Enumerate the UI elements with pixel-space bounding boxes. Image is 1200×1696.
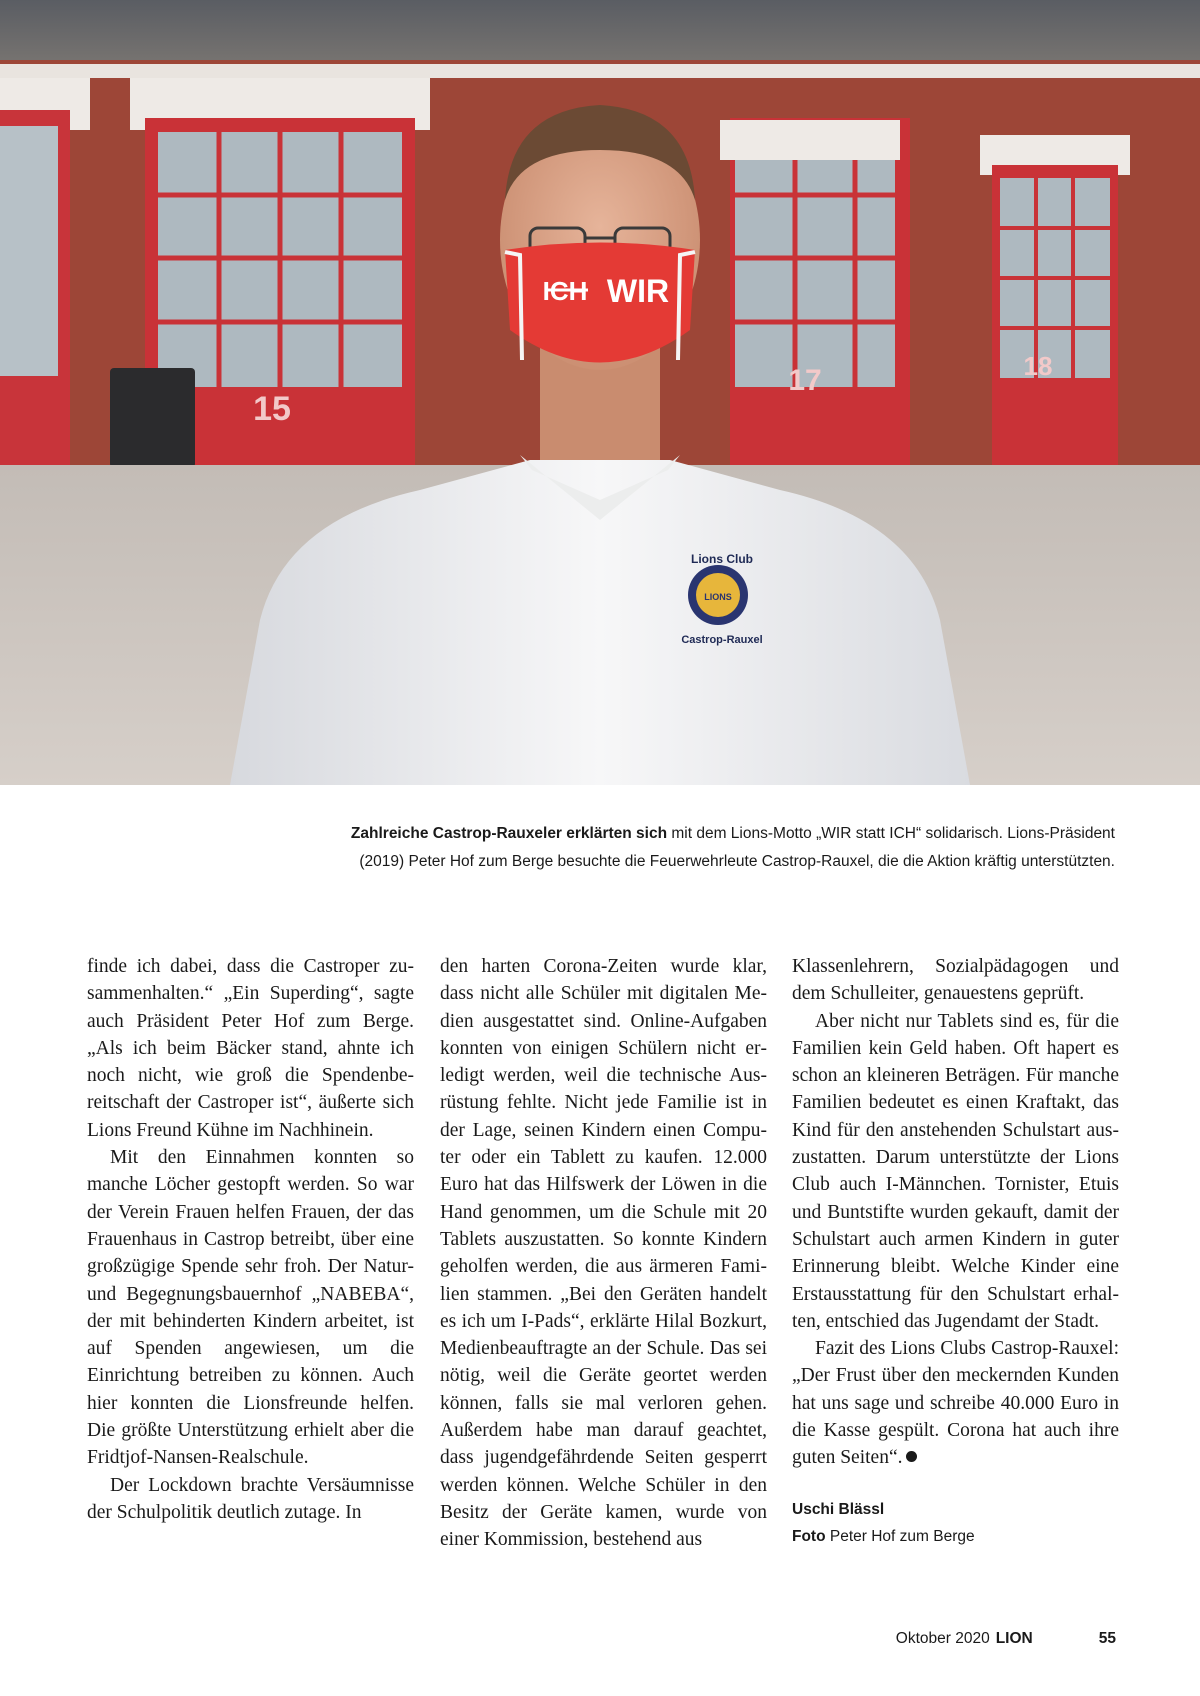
svg-text:LIONS: LIONS — [704, 592, 732, 602]
paragraph: Klassenlehrern, Sozialpädagogen und dem Schulleiter, genauestens geprüft. — [792, 956, 1119, 1005]
caption-line-1-rest: mit dem Lions-Motto „WIR statt ICH“ solidarisch. Lions-Präsident — [667, 825, 1115, 842]
article-column-1 — [87, 953, 414, 1526]
photo-caption — [150, 820, 1115, 876]
article-column-2 — [440, 953, 767, 1554]
paragraph: Aber nicht nur Tablets sind es, für die Familien kein Geld haben. Oft hapert es schon an kleineren Beträgen. Für manche Familien bedeutet es einen Kraftakt, das Kind für den anstehenden Schulstart auszustatten. Darum unterstützte der Lions Club auch I-Männchen. Tornister, Etuis und Buntstifte wurden gekauft, damit der Schulstart auch armen Kindern in guter Erinnerung bleibt. Welche Kinder eine Erstausstattung für den Schulstart erhalten, entschied das Jugendamt der Stadt. — [792, 1010, 1119, 1332]
svg-text:18: 18 — [1023, 351, 1053, 381]
paragraph-final — [792, 1335, 1119, 1471]
hero-photo — [0, 0, 1200, 785]
photo-credit: Peter Hof zum Berge — [825, 1527, 975, 1545]
end-mark-icon — [906, 1451, 917, 1462]
author-name: Uschi Blässl — [792, 1500, 885, 1518]
byline — [792, 1496, 1119, 1550]
article-column-3 — [792, 953, 1119, 1550]
caption-lead: Zahlreiche Castrop-Rauxeler erklärten sich — [350, 825, 668, 842]
photo-credit-label: Foto — [792, 1527, 826, 1545]
paragraph: Mit den Einnahmen konnten so manche Löcher gestopft werden. So war der Verein Frauen helfen Frauen, der das Frauenhaus in Castrop betreibt, über eine großzügige Spende sehr froh. Der Natur- und Begegnungsbauernhof „NABEBA“, der mit behinderten Kindern arbeitet, ist auf Spenden angewiesen, um die Einrichtung betreiben zu können. Auch hier konnten die Lionsfreunde helfen. Die größte Unterstützung erhielt aber die Fridtjof-Nansen-Realschule. — [87, 1147, 414, 1469]
caption-line-2: (2019) Peter Hof zum Berge besuchte die Feuerwehrleute Castrop-Rauxel, die die Aktion kräftig unterstützten. — [359, 853, 1115, 870]
svg-text:15: 15 — [253, 390, 291, 428]
svg-text:ICH: ICH — [542, 276, 588, 306]
svg-text:17: 17 — [788, 364, 822, 397]
issue-date: Oktober 2020 — [895, 1630, 990, 1647]
paragraph: finde ich dabei, dass die Castroper zusammenhalten.“ „Ein Superding“, sagte auch Präsident Peter Hof zum Berge. „Als ich beim Bäcker stand, ahnte ich noch nicht, wie groß die Spendenbereitschaft der Castroper ist“, äußerte sich Lions Freund Kühne im Nachhinein. — [87, 956, 414, 1141]
svg-text:Lions Club: Lions Club — [691, 552, 753, 566]
magazine-name: LION — [995, 1630, 1033, 1647]
page-number: 55 — [1098, 1630, 1116, 1647]
paragraph: den harten Corona-Zeiten wurde klar, dass nicht alle Schüler mit digitalen Medien ausgestattet sind. Online-Aufgaben konnten von einigen Schülern nicht erledigt werden, weil die technische Ausrüstung fehlte. Nicht jede Familie ist in der Lage, seinen Kindern einen Computer oder ein Tablett zu kaufen. 12.000 Euro hat das Hilfswerk der Löwen in die Hand genommen, um die Schule mit 20 Tablets auszustatten. So konnte Kindern geholfen werden, die aus ärmeren Familien stammen. „Bei den Geräten handelt es ich um I-Pads“, erklärte Hilal Bozkurt, Medienbeauftragte an der Schule. Das sei nötig, weil die Geräte geortet werden können, falls sie mal verloren gehen. Außerdem habe man darauf geachtet, dass jugendgefährdende Seiten gesperrt werden können. Welche Schüler in den Besitz der Geräte kamen, wurde von einer Kommission, bestehend aus — [440, 956, 767, 1551]
svg-text:Castrop-Rauxel: Castrop-Rauxel — [681, 634, 763, 646]
svg-text:WIR: WIR — [606, 273, 670, 309]
caption-line-1 — [150, 820, 1115, 848]
paragraph-final-text: Fazit des Lions Clubs Castrop-Rauxel: „Der Frust über den meckernden Kunden hat uns sage und schreibe 40.000 Euro in die Kasse gespült. Corona hat auch ihre guten Seiten“. — [792, 1338, 1119, 1469]
paragraph: Der Lockdown brachte Versäumnisse der Schulpolitik deutlich zutage. In — [87, 1474, 414, 1523]
page-footer — [700, 1630, 1116, 1648]
